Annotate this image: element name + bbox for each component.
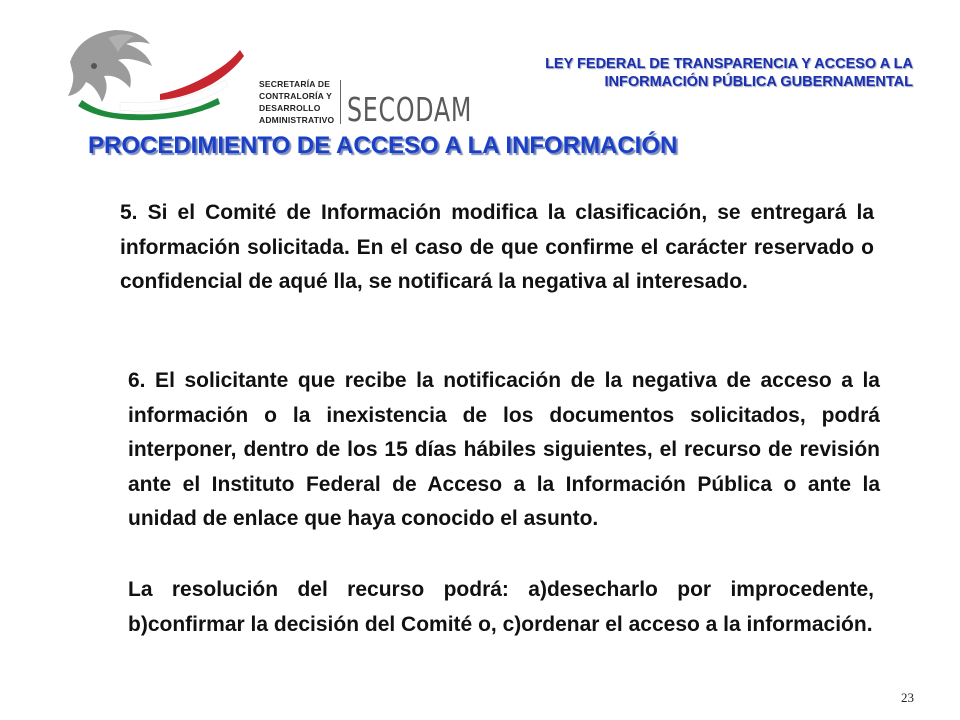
law-title xyxy=(545,55,913,91)
secodam-wordmark: SECODAM xyxy=(347,90,473,129)
paragraph-step-6: 6. El solicitante que recibe la notificación de la negativa de acceso a la información o la inexistencia de los documentos solicitados, podrá interponer, dentro de los 15 días hábiles siguientes, el recurso de revisión ante el Instituto Federal de Acceso a la Información Pública o ante la unidad de enlace que haya conocido el asunto. xyxy=(128,369,880,530)
law-title-line-1: LEY FEDERAL DE TRANSPARENCIA Y ACCESO A LA xyxy=(545,56,913,72)
section-title: PROCEDIMIENTO DE ACCESO A LA INFORMACIÓN xyxy=(88,132,678,159)
law-title-line-2: INFORMACIÓN PÚBLICA GUBERNAMENTAL xyxy=(604,74,913,90)
ministry-line-3: ADMINISTRATIVO xyxy=(259,115,335,125)
secodam-logo xyxy=(60,22,473,129)
eagle-seal-icon xyxy=(60,22,260,122)
paragraph-step-5: 5. Si el Comité de Información modifica la clasificación, se entregará la información solicitada. En el caso de que confirme el carácter reservado o confidencial de aqué lla, se notificará la negativa al interesado. xyxy=(120,201,874,293)
logo-divider xyxy=(340,80,341,124)
page-number: 23 xyxy=(901,690,914,705)
paragraph-resolution: La resolución del recurso podrá: a)desecharlo por improcedente, b)confirmar la decisión del Comité o, c)ordenar el acceso a la información. xyxy=(128,578,874,636)
ministry-line-1: SECRETARÍA DE xyxy=(259,79,331,89)
ministry-line-2: CONTRALORÍA Y DESARROLLO xyxy=(259,91,332,113)
